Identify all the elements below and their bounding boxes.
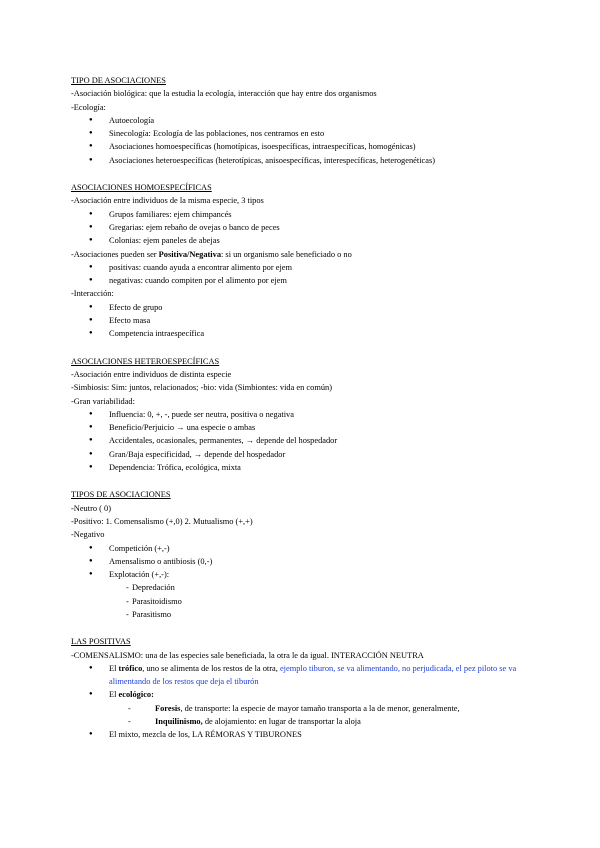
bold-term: trófico — [118, 663, 143, 673]
list-item: ● Efecto masa — [71, 314, 531, 327]
list-item: ● El mixto, mezcla de los, LA RÉMORAS Y TIBURONES — [71, 728, 531, 741]
section-heading-homo: ASOCIACIONES HOMOESPECÍFICAS — [71, 183, 212, 193]
text-span: : si un organismo sale beneficiado o no — [221, 249, 352, 259]
list-item: ● Efecto de grupo — [71, 301, 531, 314]
list-item — [71, 662, 531, 689]
text-line: -Ecología: — [71, 102, 106, 112]
text-line: -Asociación entre individuos de distinta especie — [71, 369, 232, 379]
text-line: -Asociación entre individuos de la misma especie, 3 tipos — [71, 196, 264, 206]
bold-term: ecológico: — [118, 690, 154, 700]
sub-list-item: - Parasitoidismo — [71, 595, 531, 608]
list-item: ● Colonias: ejem paneles de abejas — [71, 234, 531, 247]
bold-term: Foresis — [155, 703, 181, 713]
sub-list-item: - Depredación — [71, 581, 531, 594]
text-line: -Negativo — [71, 530, 105, 540]
list-item: ● Competición (+,-) — [71, 542, 531, 555]
text-line: -Asociación biológica: que la estudia la ecología, interacción que hay entre dos organismos — [71, 89, 377, 99]
text-line: -COMENSALISMO: una de las especies sale beneficiada, la otra le da igual. INTERACCIÓN NEUTRA — [71, 650, 424, 660]
sub-list-item — [71, 702, 531, 715]
list-item: ● Asociaciones homoespecíficas (homotípicas, isoespecíficas, intraespecíficas, homogénicas) — [71, 140, 531, 153]
list-item: ● Asociaciones heteroespecíficas (heterotípicas, anisoespecíficas, interespecíficas, heterogenéticas) — [71, 154, 531, 167]
list-item: ● Competencia intraespecífica — [71, 327, 531, 340]
list-item: ● positivas: cuando ayuda a encontrar alimento por ejem — [71, 261, 531, 274]
text-span: , uno se alimenta de los restos de la otra, — [142, 663, 280, 673]
list-item: ● Explotación (+,-): — [71, 568, 531, 581]
text-span: de alojamiento: en lugar de transportar la aloja — [202, 717, 361, 727]
text-line: -Neutro ( 0) — [71, 503, 111, 513]
example-highlight: ejemplo tiburon, se va alimentando, no perjudicada, el pez piloto se va alimentando de los restos que deja el tiburón — [109, 663, 517, 687]
list-item: ● Grupos familiares: ejem chimpancés — [71, 208, 531, 221]
list-item: ● Accidentales, ocasionales, permanentes, → depende del hospedador — [71, 434, 531, 447]
list-item: ● Sinecología: Ecología de las poblaciones, nos centramos en esto — [71, 127, 531, 140]
sub-list-item: - Parasitismo — [71, 608, 531, 621]
list-item: ● Beneficio/Perjuicio → una especie o ambas — [71, 421, 531, 434]
section-heading-tipos: TIPOS DE ASOCIACIONES — [71, 490, 171, 500]
text-span: , de transporte: la especie de mayor tamaño transporta a la de menor, generalmente, — [180, 703, 460, 713]
text-span: El — [109, 690, 119, 700]
list-item: ● Influencia: 0, +, -, puede ser neutra, positiva o negativa — [71, 408, 531, 421]
list-item: ● Gregarias: ejem rebaño de ovejas o banco de peces — [71, 221, 531, 234]
section-heading-tipo: TIPO DE ASOCIACIONES — [71, 76, 166, 85]
bold-term: Inquilinismo, — [155, 717, 203, 727]
text-line: -Simbiosis: Sim: juntos, relacionados; -bio: vida (Simbiontes: vida en común) — [71, 383, 332, 393]
bold-term: Positiva/Negativa — [158, 249, 222, 259]
section-heading-hetero: ASOCIACIONES HETEROESPECÍFICAS — [71, 356, 220, 366]
text-span: -Asociaciones pueden ser — [71, 249, 159, 259]
list-item: ● Gran/Baja especificidad, → depende del hospedador — [71, 448, 531, 461]
document-page — [71, 74, 531, 742]
section-heading-positivas: LAS POSITIVAS — [71, 637, 131, 647]
list-item: ● Autoecología — [71, 114, 531, 127]
list-item: ● Dependencia: Trófica, ecológica, mixta — [71, 461, 531, 474]
list-item: ● negativas: cuando compiten por el alimento por ejem — [71, 274, 531, 287]
list-item — [71, 688, 531, 701]
text-line: -Positivo: 1. Comensalismo (+,0) 2. Mutualismo (+,+) — [71, 516, 253, 526]
text-span: El — [109, 663, 119, 673]
text-line — [71, 248, 531, 261]
text-line: -Interacción: — [71, 289, 114, 299]
text-line: -Gran variabilidad: — [71, 396, 135, 406]
list-item: ● Amensalismo o antibiosis (0,-) — [71, 555, 531, 568]
sub-list-item — [71, 715, 531, 728]
